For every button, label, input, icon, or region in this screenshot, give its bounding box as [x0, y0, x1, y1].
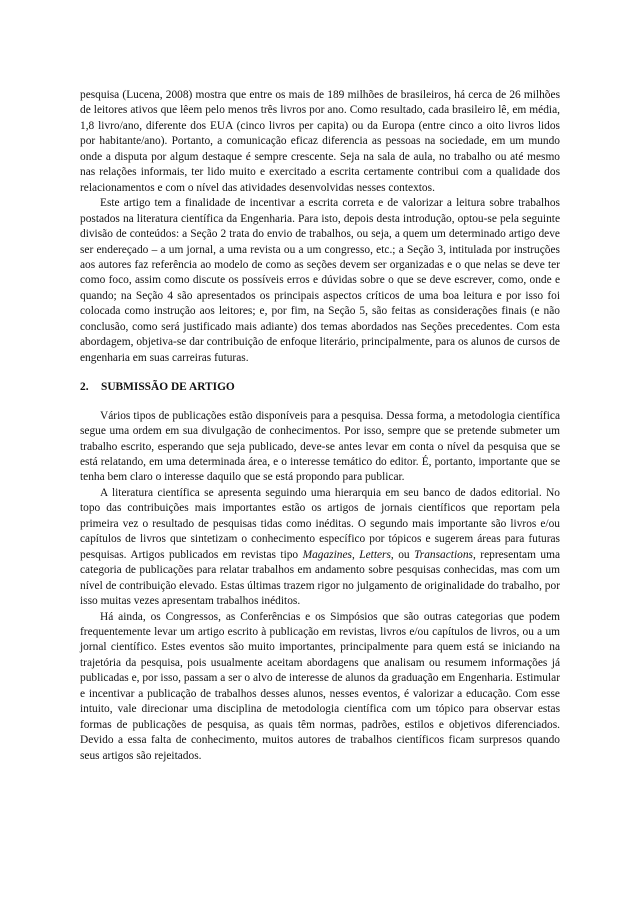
section-title: SUBMISSÃO DE ARTIGO — [101, 381, 235, 394]
intro-paragraph-article-structure: Este artigo tem a finalidade de incentivar a escrita correta e de valorizar a leitura sobre trabalhos postados na literatura científica da Engenharia. Para isto, depois desta introdução, optou-se pela seguinte divisão de conteúdos: a Seção 2 trata do envio de trabalhos, ou seja, a quem um determinado artigo deve ser endereçado – a um jornal, a uma revista ou a um congresso, etc.; a Seção 3, intitulada por instruções aos autores faz referência ao modelo de como as seções devem ser organizadas e o que nelas se deve ter como foco, assim como discute os possíveis erros e dúvidas sobre o que se deve escrever, como, onde e quando; na Seção 4 são apresentados os principais aspectos críticos de uma boa leitura e por isso foi colocada como instrução aos leitores; e, por fim, na Seção 5, são feitas as considerações finais (e não conclusão, como será justificado mais adiante) dos temas abordados nas Seções precedentes. Com esta abordagem, objetiva-se dar contribuição de enfoque literário, principalmente, para os alunos de cursos de engenharia em suas carreiras futuras. — [80, 197, 560, 364]
section-paragraph-literature-hierarchy — [80, 486, 560, 610]
section-paragraph-congresses: Há ainda, os Congressos, as Conferências e os Simpósios que são outras categorias que podem frequentemente levar um artigo escrito à publicação em revistas, livros e/ou capítulos de livros, ou a um jornal científico. Estes eventos são muito importantes, principalmente para quem está se iniciando na trajetória da pesquisa, pois usualmente aceitam abordagens que analisam ou resumem informações já publicadas e, por isso, passam a ser o alvo de interesse de alunos da graduação em Engenharia. Estimular e incentivar a publicação de trabalhos desses alunos, nesses eventos, é valorizar a educação. Com esse intuito, vale direcionar uma disciplina de metodologia científica com um tópico para observar estas formas de publicações de pesquisa, as quais têm normas, padrões, estilos e objetivos diferenciados. Devido a essa falta de conhecimento, muitos autores de trabalhos científicos ficam surpresos quando seus artigos são rejeitados. — [80, 610, 560, 762]
italic-term-letters: Letters — [359, 548, 391, 561]
italic-term-magazines: Magazines — [302, 548, 352, 561]
paragraph-text-part: , ou — [390, 548, 415, 561]
paragraph-text-part: , representam uma categoria de publicações para relatar trabalhos em andamento sobre pesquisas conhecidas, mas com um nível de contribuição elevado. Estas últimas trazem rigor no julgamento de originalidade do trabalho, por isso muitas vezes apresentam trabalhos inéditos. — [80, 548, 561, 608]
section-heading — [80, 380, 560, 395]
section-paragraph-publication-types: Vários tipos de publicações estão disponíveis para a pesquisa. Dessa forma, a metodologia científica segue uma ordem em sua divulgação de conhecimentos. Por isso, sempre que se pretende submeter um trabalho escrito, esperando que seja publicado, deve-se antes levar em conta o nível da pesquisa que se está relatando, em uma determinada área, e o interesse temático do editor. É, portanto, importante que se tenha bem claro o interesse daquilo que se está propondo para publicar. — [80, 409, 560, 484]
document-page — [80, 88, 560, 764]
paragraph-text-part: , — [351, 548, 360, 561]
section-number: 2. — [80, 381, 89, 394]
intro-paragraph-continued: pesquisa (Lucena, 2008) mostra que entre os mais de 189 milhões de brasileiros, há cerca de 26 milhões de leitores ativos que lêem pelo menos três livros por ano. Como resultado, cada brasileiro lê, em média, 1,8 livro/ano, diferente dos EUA (cinco livros per capita) ou da Europa (entre cinco a oito livros lidos por habitante/ano). Portanto, a comunicação eficaz diferencia as pessoas na sociedade, em um mundo onde a disputa por algum destaque é sempre crescente. Seja na sala de aula, no trabalho ou até mesmo nas relações informais, ter lido muito e exercitado a escrita certamente contribui com a qualidade dos relacionamentos e com o nível das atividades desenvolvidas nesses contextos. — [80, 89, 560, 194]
italic-term-transactions: Transactions — [414, 548, 473, 561]
paragraph-text-part: A literatura científica se apresenta seguindo uma hierarquia em seu banco de dados editorial. No topo das contribuições mais importantes estão os artigos de jornais científicos que reportam pela primeira vez o resultado de pesquisas tidas como inéditas. O segundo mais importante são livros e/ou capítulos de livros que sintetizam o conhecimento específico por tópicos e sugerem áreas para futuras pesquisas. Artigos publicados em revistas tipo — [80, 486, 560, 561]
